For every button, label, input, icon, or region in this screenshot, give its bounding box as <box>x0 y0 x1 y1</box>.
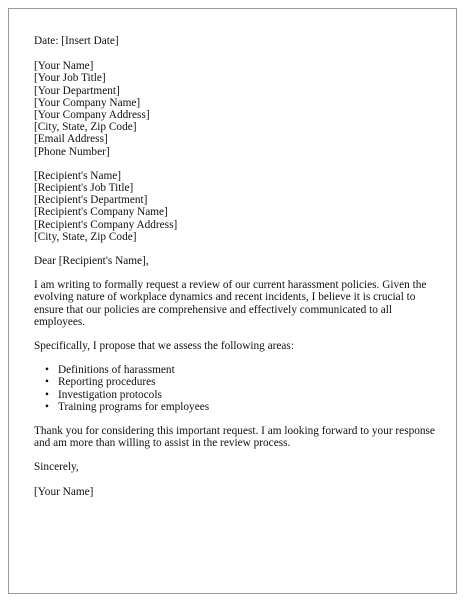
sender-company-name: [Your Company Name] <box>34 96 141 109</box>
recipient-job-title: [Recipient's Job Title] <box>34 182 134 195</box>
date-line <box>34 35 444 47</box>
list-item <box>45 400 444 413</box>
letter-body <box>34 35 444 498</box>
sender-job-title: [Your Job Title] <box>34 72 106 85</box>
recipient-name: [Recipient's Name] <box>34 169 122 182</box>
areas-list <box>34 364 444 413</box>
sender-email: [Email Address] <box>34 133 108 146</box>
recipient-address-block <box>34 170 444 243</box>
bullet-icon: • <box>45 400 49 413</box>
sender-company-address: [Your Company Address] <box>34 109 150 122</box>
closing: Sincerely, <box>34 461 79 474</box>
sender-city-state-zip: [City, State, Zip Code] <box>34 121 137 134</box>
paragraph-request: I am writing to formally request a review of our current harassment policies. Given the evolving nature of workplace dynamics and recent incidents, I believe it is crucial to ensure that our policies are comprehensive and effectively communicated to all employees. <box>34 279 427 328</box>
list-item-text: Reporting procedures <box>58 376 156 389</box>
bullet-icon: • <box>45 388 49 401</box>
recipient-city-state-zip: [City, State, Zip Code] <box>34 230 137 243</box>
bullet-icon: • <box>45 376 49 389</box>
recipient-company-name: [Recipient's Company Name] <box>34 206 168 219</box>
list-item-text: Definitions of harassment <box>58 364 175 377</box>
salutation: Dear [Recipient's Name], <box>34 255 149 268</box>
recipient-company-address: [Recipient's Company Address] <box>34 218 178 231</box>
signature: [Your Name] <box>34 485 94 498</box>
list-item-text: Investigation protocols <box>58 388 162 401</box>
list-item-text: Training programs for employees <box>58 400 210 413</box>
list-item <box>45 376 444 389</box>
sender-department: [Your Department] <box>34 84 120 97</box>
bullet-icon: • <box>45 364 49 377</box>
paragraph-areas-intro: Specifically, I propose that we assess the following areas: <box>34 340 294 353</box>
recipient-department: [Recipient's Department] <box>34 194 148 207</box>
list-item <box>45 364 444 377</box>
date-text: Date: [Insert Date] <box>34 35 119 47</box>
sender-address-block <box>34 60 444 158</box>
sender-name: [Your Name] <box>34 60 94 73</box>
list-item <box>45 388 444 401</box>
letter-page <box>8 8 457 594</box>
paragraph-thanks: Thank you for considering this important request. I am looking forward to your response and am more than willing to assist in the review process. <box>34 425 435 450</box>
sender-phone: [Phone Number] <box>34 145 110 158</box>
